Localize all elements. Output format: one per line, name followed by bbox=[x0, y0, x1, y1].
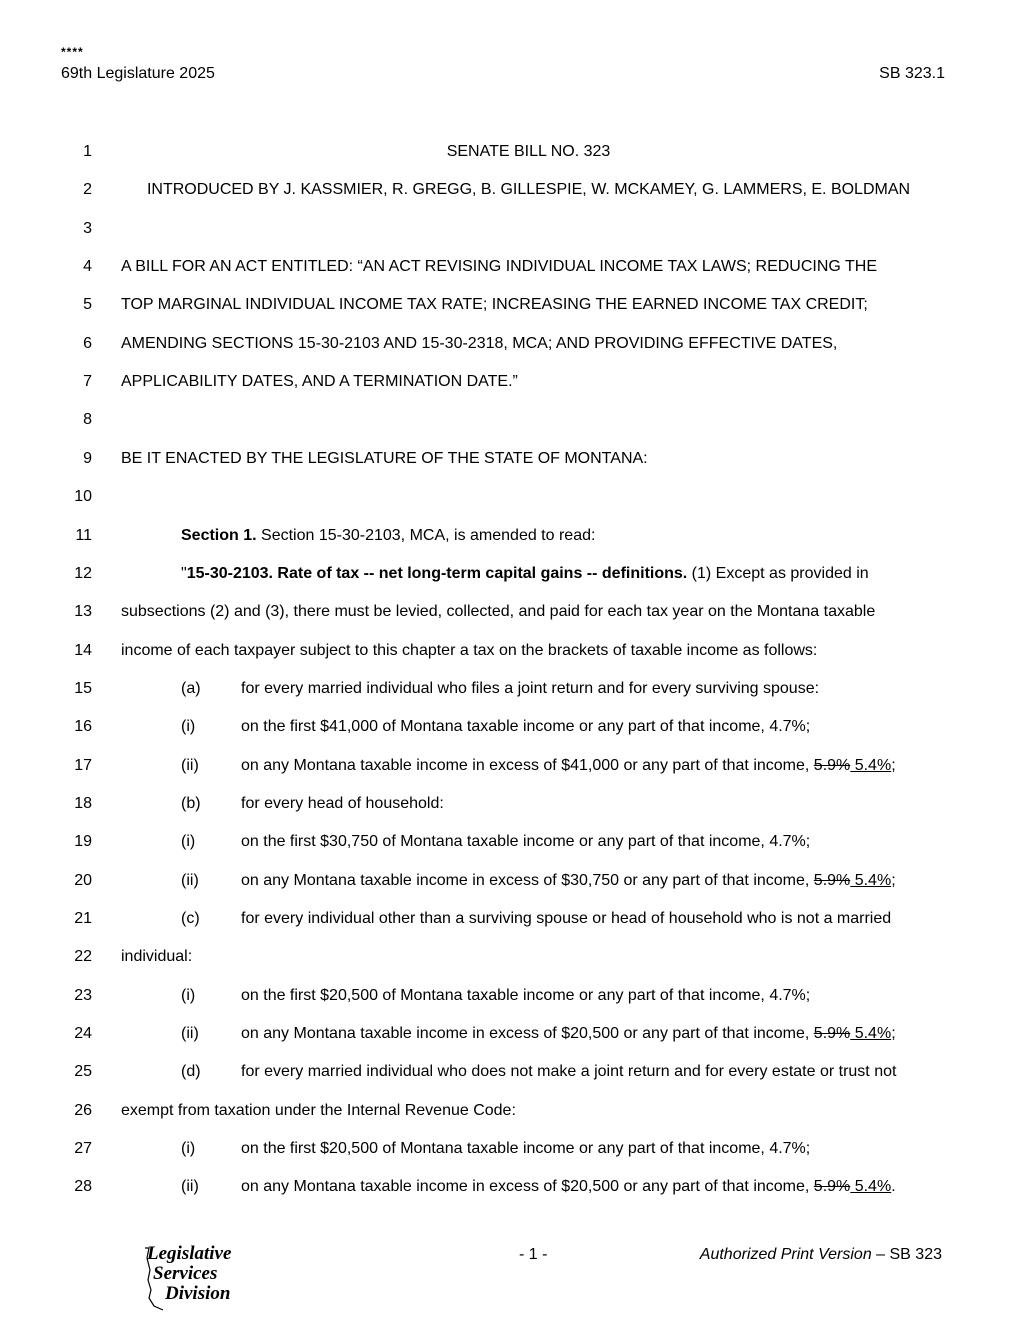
bill-line bbox=[0, 296, 1024, 320]
struck-rate: 5.9% bbox=[813, 1025, 851, 1043]
line-text-main: on the first $41,000 of Montana taxable income or any part of that income, 4.7%; bbox=[241, 718, 811, 736]
line-number: 21 bbox=[74, 910, 92, 927]
line-number: 16 bbox=[74, 718, 92, 736]
line-text bbox=[241, 795, 444, 813]
line-number: 11 bbox=[75, 526, 92, 544]
sponsors: INTRODUCED BY J. KASSMIER, R. GREGG, B. GILLESPIE, W. MCKAMEY, G. LAMMERS, E. BOLDMAN bbox=[146, 181, 911, 199]
subsection-label: (d) bbox=[181, 1063, 201, 1081]
bill-line bbox=[0, 335, 1024, 359]
line-number: 23 bbox=[74, 986, 92, 1004]
line-text-main: on any Montana taxable income in excess of $20,500 or any part of that income, bbox=[241, 1025, 814, 1043]
line-text bbox=[241, 1178, 896, 1196]
section-heading: 15-30-2103. Rate of tax -- net long-term capital gains -- definitions. bbox=[186, 564, 688, 582]
section-line bbox=[181, 527, 595, 545]
section-line bbox=[181, 565, 869, 583]
struck-rate: 5.9% bbox=[813, 871, 851, 889]
bill-line bbox=[0, 258, 1024, 282]
line-number: 14 bbox=[74, 641, 92, 659]
bill-title: SENATE BILL NO. 323 bbox=[446, 143, 611, 160]
line-text: subsections (2) and (3), there must be levied, collected, and paid for each tax year on the Montana taxable bbox=[121, 603, 876, 621]
line-number: 3 bbox=[83, 219, 92, 237]
line-text bbox=[241, 987, 810, 1005]
subsection-label: (ii) bbox=[181, 1178, 199, 1196]
logo-word-division: Division bbox=[165, 1283, 231, 1304]
line-number: 15 bbox=[74, 679, 92, 697]
bill-line bbox=[0, 1063, 1024, 1087]
bill-line bbox=[0, 910, 1024, 934]
line-text: BE IT ENACTED BY THE LEGISLATURE OF THE STATE OF MONTANA: bbox=[121, 449, 648, 467]
line-number: 17 bbox=[74, 756, 92, 774]
line-text-main: for every individual other than a surviving spouse or head of household who is not a married bbox=[241, 910, 892, 927]
legislature-label: 69th Legislature 2025 bbox=[61, 65, 215, 82]
authorized-print-bill: – SB 323 bbox=[871, 1246, 942, 1263]
line-number: 9 bbox=[83, 449, 92, 467]
logo-word-services: Services bbox=[153, 1263, 218, 1284]
bill-line bbox=[0, 987, 1024, 1011]
line-text: AMENDING SECTIONS 15-30-2103 AND 15-30-2318, MCA; AND PROVIDING EFFECTIVE DATES, bbox=[121, 334, 838, 352]
inserted-rate: 5.4% bbox=[850, 1178, 892, 1196]
line-text-tail: . bbox=[891, 1178, 896, 1196]
line-number: 1 bbox=[83, 143, 92, 160]
line-text bbox=[241, 757, 896, 775]
subsection-label: (i) bbox=[181, 986, 196, 1004]
line-number: 10 bbox=[74, 488, 92, 506]
line-text-main: on any Montana taxable income in excess of $41,000 or any part of that income, bbox=[241, 756, 814, 774]
subsection-label: (i) bbox=[181, 718, 196, 736]
line-number: 2 bbox=[83, 181, 92, 199]
bill-line bbox=[0, 680, 1024, 704]
subsection-label: (a) bbox=[181, 679, 201, 697]
authorized-print-italic: Authorized Print Version bbox=[699, 1246, 872, 1263]
line-number: 4 bbox=[83, 258, 92, 276]
line-text-main: for every head of household: bbox=[241, 794, 444, 812]
line-number: 8 bbox=[83, 411, 92, 429]
bill-line bbox=[0, 181, 1024, 205]
bill-line bbox=[0, 1178, 1024, 1202]
bill-line bbox=[0, 718, 1024, 742]
line-text-main: on any Montana taxable income in excess of $20,500 or any part of that income, bbox=[241, 1178, 814, 1196]
bill-line bbox=[0, 757, 1024, 781]
line-number: 28 bbox=[74, 1178, 92, 1196]
authorized-print-label bbox=[700, 1246, 942, 1264]
line-number: 27 bbox=[74, 1140, 92, 1158]
bill-line bbox=[0, 948, 1024, 972]
bill-line bbox=[0, 220, 1024, 244]
bill-line bbox=[0, 795, 1024, 819]
bill-line bbox=[0, 527, 1024, 551]
line-number: 20 bbox=[74, 871, 92, 889]
bill-line bbox=[0, 143, 1024, 167]
struck-rate: 5.9% bbox=[813, 756, 851, 774]
line-number: 13 bbox=[74, 603, 92, 621]
struck-rate: 5.9% bbox=[813, 1178, 851, 1196]
line-text: A BILL FOR AN ACT ENTITLED: “AN ACT REVISING INDIVIDUAL INCOME TAX LAWS; REDUCING THE bbox=[121, 258, 878, 276]
subsection-label: (i) bbox=[181, 833, 196, 851]
line-text: Section 15-30-2103, MCA, is amended to read: bbox=[256, 526, 596, 544]
bill-line bbox=[0, 411, 1024, 435]
line-text bbox=[241, 1063, 896, 1081]
line-text-main: on the first $20,500 of Montana taxable income or any part of that income, 4.7%; bbox=[241, 1140, 811, 1158]
line-text: TOP MARGINAL INDIVIDUAL INCOME TAX RATE; INCREASING THE EARNED INCOME TAX CREDIT; bbox=[121, 296, 868, 314]
logo-word-legislative: Legislative bbox=[147, 1243, 232, 1264]
line-text-tail: ; bbox=[891, 756, 896, 774]
line-number: 12 bbox=[74, 564, 92, 582]
line-number: 25 bbox=[74, 1063, 92, 1081]
inserted-rate: 5.4% bbox=[850, 871, 892, 889]
bill-line bbox=[0, 565, 1024, 589]
line-number: 19 bbox=[74, 833, 92, 851]
header-stars: **** bbox=[61, 45, 84, 59]
section-heading: Section 1. bbox=[181, 526, 257, 544]
line-text bbox=[241, 872, 896, 890]
subsection-label: (i) bbox=[181, 1140, 196, 1158]
inserted-rate: 5.4% bbox=[850, 756, 892, 774]
bill-line bbox=[0, 1102, 1024, 1126]
line-text bbox=[241, 1140, 810, 1158]
subsection-label: (b) bbox=[181, 794, 201, 812]
bill-line bbox=[0, 1140, 1024, 1164]
bill-line bbox=[0, 488, 1024, 512]
bill-line bbox=[0, 373, 1024, 397]
line-text: APPLICABILITY DATES, AND A TERMINATION DATE.” bbox=[121, 373, 518, 391]
subsection-label: (ii) bbox=[181, 756, 199, 774]
line-number: 24 bbox=[74, 1025, 92, 1043]
line-text-tail: ; bbox=[891, 1025, 896, 1043]
bill-line bbox=[0, 872, 1024, 896]
line-text-main: for every married individual who does not make a joint return and for every estate or trust not bbox=[241, 1063, 897, 1081]
line-text: (1) Except as provided in bbox=[687, 564, 869, 582]
bill-line bbox=[0, 833, 1024, 857]
line-number: 18 bbox=[74, 794, 92, 812]
subsection-label: (c) bbox=[181, 910, 200, 927]
line-text bbox=[241, 680, 819, 698]
legislative-services-logo bbox=[137, 1244, 247, 1314]
bill-line bbox=[0, 1025, 1024, 1049]
line-number: 26 bbox=[74, 1101, 92, 1119]
line-number: 5 bbox=[83, 296, 92, 314]
line-text bbox=[241, 718, 810, 736]
line-text: exempt from taxation under the Internal Revenue Code: bbox=[121, 1101, 516, 1119]
line-text-main: on the first $30,750 of Montana taxable income or any part of that income, 4.7%; bbox=[241, 833, 811, 851]
inserted-rate: 5.4% bbox=[850, 1025, 892, 1043]
subsection-label: (ii) bbox=[181, 871, 199, 889]
page-number: - 1 - bbox=[519, 1246, 548, 1263]
line-text: income of each taxpayer subject to this chapter a tax on the brackets of taxable income as follows: bbox=[121, 641, 818, 659]
bill-line bbox=[0, 450, 1024, 474]
line-text bbox=[241, 910, 891, 928]
bill-line bbox=[0, 642, 1024, 666]
line-text bbox=[241, 833, 810, 851]
bill-line bbox=[0, 603, 1024, 627]
line-text bbox=[241, 1025, 896, 1043]
line-text-main: on the first $20,500 of Montana taxable income or any part of that income, 4.7%; bbox=[241, 986, 811, 1004]
line-number: 22 bbox=[74, 948, 92, 966]
open-quote: " bbox=[181, 564, 187, 582]
line-number: 6 bbox=[83, 334, 92, 352]
line-number: 7 bbox=[83, 373, 92, 391]
line-text-main: on any Montana taxable income in excess of $30,750 or any part of that income, bbox=[241, 871, 814, 889]
subsection-label: (ii) bbox=[181, 1025, 199, 1043]
line-text: individual: bbox=[121, 948, 193, 966]
line-text-tail: ; bbox=[891, 871, 896, 889]
bill-id: SB 323.1 bbox=[879, 65, 945, 82]
line-text-main: for every married individual who files a joint return and for every surviving spouse: bbox=[241, 679, 820, 697]
